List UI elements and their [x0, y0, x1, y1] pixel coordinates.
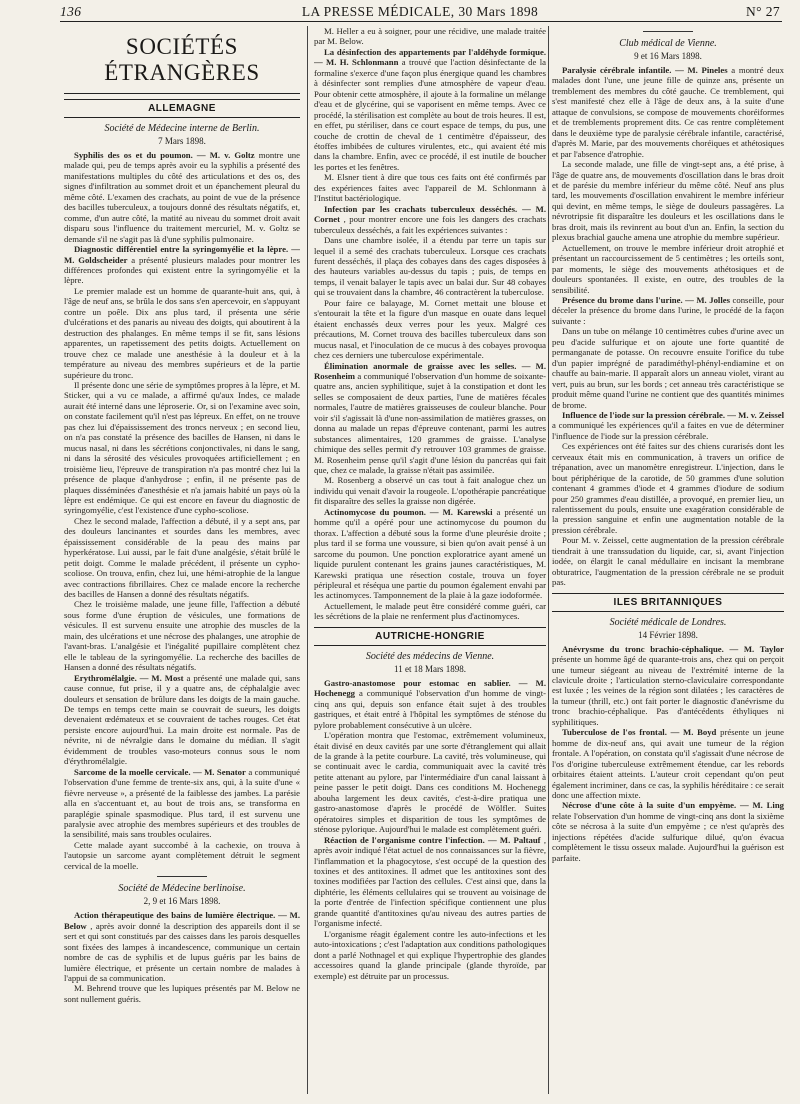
paragraph-heading: Tuberculose de l'os frontal. — M. Boyd	[562, 727, 717, 738]
issue-number: N° 27	[745, 4, 780, 19]
paragraph	[64, 840, 300, 871]
society-name: Société médicale de Londres.	[609, 616, 727, 628]
paragraph-text: a communiqué l'observation d'un homme de soixante-quatre ans, ancien syphilitique, sujet à la constipation et dont les selles se composaient de deux parties, l'une de matières fécales normales, l'autre de matières graisseuses de couleur blanche. Pour voir s'il s'agissait là d'une non-assimilation de matières grasses, on donna au malade un repas d'épreuve contenant, parmi les autres substances alimentaires, 120 grammes de graisse. L'analyse chimique des selles permit d'y retrouver 103 grammes de graisse. M. Rosenheim pense qu'il s'agit d'une lésion du pancréas qui fait que, chez ce malade, la graisse n'était pas assimilée.	[314, 370, 546, 476]
paragraph	[314, 204, 546, 235]
society-name: Club médical de Vienne.	[619, 38, 717, 49]
paragraph-heading: Erythromélalgie. — M. Most	[74, 672, 184, 683]
paragraph-heading: Anévrysme du tronc brachio-céphalique. — M. Taylor	[562, 643, 784, 654]
session-date: 14 Février 1898.	[638, 629, 698, 640]
paragraph-text: Pour M. v. Zeissel, cette augmentation de la pression cérébrale tiendrait à une transsudation du liquide, car, si, avant l'injection iodée, on élargit le canal médullaire en incisant la membrane obturatrice, l'augmentation de la pression cérébrale ne se produit pas.	[552, 535, 784, 588]
paragraph-heading: Paralysie cérébrale infantile. — M. Pineles	[562, 65, 728, 75]
session-date: 9 et 16 Mars 1898.	[634, 51, 702, 61]
country-heading-allemagne: ALLEMAGNE	[64, 99, 300, 118]
paragraph	[552, 65, 784, 159]
paragraph	[552, 441, 784, 535]
paragraph-text: M. Elsner tient à dire que tous ces faits ont été confirmés par des expériences faites avec l'appareil de M. Schlonmann à l'Institut bactériologique.	[314, 172, 546, 204]
section-divider	[643, 31, 693, 32]
session-date: 2, 9 et 16 Mars 1898.	[143, 896, 221, 907]
paragraph-text: Pour faire ce balayage, M. Cornet mettait une blouse et s'entourait la tête et la figure d'un masque en ouate dans lequel étaient enchassés deux verres pour les yeux. Malgré ces précautions, M. Cornet trouva des bacilles tuberculeux dans son mucus nasal, et l'inoculation de ce mucus à des cobayes provoqua chez ces derniers une tuberculose expérimentale.	[314, 297, 546, 361]
paragraph-heading: Syphilis des os et du poumon. — M. v. Goltz	[74, 150, 255, 160]
paragraph-heading: Nécrose d'une côte à la suite d'un empyème. — M. Ling	[562, 800, 784, 811]
paragraph	[552, 326, 784, 410]
paragraph-heading: Diagnostic différentiel entre la syringomyélie et la lèpre. — M. Goldscheider	[64, 244, 300, 265]
paragraph-text: Il présente donc une série de symptômes propres à la lèpre, et M. Sticker, qui a vu ce malade, a affirmé qu'aux Indes, ce malade aurait été interné dans une léproserie. Or, si on l'examine avec soin, on constate facilement qu'il n'est pas lépreux. En effet, on ne trouve pas chez lui d'épaississement des troncs nerveux ; en second lieu, on n'a pas constaté la présence des bacilles de Hansen, ni dans le mucus nasal, ni dans les sécrétions conjonctivales, ni dans le sang, ni dans la sérosité des vésicules provoquées artificiellement ; en troisième lieu, l'épreuve de transpiration n'a pas montré chez lui la présence de plaque d'anhydrose ; enfin, il ne présente pas de plaques disséminées d'anesthésie et n'a jamais habité un pays où la lèpre est endémique. Ce qui est encore en faveur du diagnostic de syringomyélie, c'est l'existence d'une cypho-scoliose.	[64, 379, 300, 516]
title-rule	[64, 93, 300, 94]
paragraph	[64, 910, 300, 983]
paragraph	[64, 767, 300, 840]
header-rule	[60, 21, 782, 22]
paragraph	[314, 929, 546, 981]
paragraph-text: Actuellement, le malade peut être considéré comme guéri, car les sécrétions de la plaie ne renferment plus d'actinomyces.	[314, 600, 546, 622]
paragraph	[314, 172, 546, 203]
paragraph	[314, 26, 546, 47]
paragraph-heading: Présence du brome dans l'urine. — M. Jolles	[562, 294, 730, 305]
session-date: 7 Mars 1898.	[158, 136, 206, 146]
paragraph-text: Dans un tube on mélange 10 centimètres cubes d'urine avec un peu d'acide sulfurique et on ajoute une forte quantité de permanganate de potasse. On recouvre ensuite l'orifice du tube d'un papier imprégné de paradiméthyl-phényl-endiamine et on chauffe au bain-marie. Il apparaît alors un anneau violet, virant au vert, puis au brun, sur les bords ; cet anneau très caractéristique se produit même quand l'urine ne contient que des quantités minimes de brome.	[552, 326, 784, 410]
paragraph-text: a communiqué les expériences qu'il a faites en vue de déterminer l'influence de l'iode sur la pression cérébrale.	[552, 420, 784, 441]
paragraph	[314, 601, 546, 622]
paragraph-text: montre une malade qui, peu de temps après avoir eu la syphilis a présenté des manifestations multiples du côté des articulations et des os, des signes d'infiltration au sommet droit et un épanchement pleural du même côté. L'examen des crachats, au point de vue de la présence des bacilles tuberculeux, a toujours donné des résultats négatifs, et, comme, d'un autre côté, la matité au niveau du sommet droit avait disparu sous l'influence du traitement mercuriel, M. v. Goltz se demande s'il ne s'agit pas là d'une syphilis pulmonaire.	[64, 150, 300, 244]
paragraph-text: Le premier malade est un homme de quarante-huit ans, qui, à l'âge de neuf ans, se brûla le dos sans s'en apercevoir, en s'appuyant contre un poêle. Dix ans plus tard, il présenta une série d'ulcérations et des panaris au niveau des doigts, qui aboutirent à la destruction des phalanges. En même temps il se fit, sans lésions apparentes, un rapetissement des petits doigts. Actuellement on trouve chez ce malade une anesthésie à la douleur et à la température au niveau des membres supérieurs et de la partie supérieure du tronc.	[64, 285, 300, 380]
paragraph-text: , après avoir indiqué l'état actuel de nos connaissances sur la fièvre, l'inflammation et la phagocytose, s'est occupé de la question des toxines et des antitoxines. Il admet que les antitoxines sont des toxines modifiées par l'action des cellules. C'est ainsi que, dans la diphtérie, les éléments cellulaires qui se trouvent au voisinage de la porte d'entrée de l'infection spécifique contiennent une plus grande quantité d'antitoxines qu'au niveau des autres parties de l'organisme infecté.	[314, 834, 546, 929]
paragraph-text: Dans une chambre isolée, il a étendu par terre un tapis sur lequel il a semé des crachats tuberculeux. Lorsque ces crachats furent desséchés, il plaça des cobayes dans des cages disposées à des hauteurs variables au-dessus du tapis ; puis, de temps en temps, il venait balayer le tapis avec un balai dur. Sur 48 cobayes qui se trouvaient dans la chambre, 46 contractèrent la tuberculose.	[314, 235, 546, 298]
paragraph	[314, 507, 546, 601]
paragraph-heading: Gastro-anastomose pour estomac en sablier. — M. Hochenegg	[314, 677, 546, 699]
article-body	[314, 678, 546, 981]
paragraph-text: a trouvé que l'action désinfectante de la formaline s'exerce d'une façon plus énergique quand les chambres à désinfecter sont remplies d'une atmosphère de vapeur d'eau. Pour obtenir cette atmosphère, il ajoute à la formaline un mélange d'eau et de glycérine, qui se vaporisent en même temps. Avec ce procédé, la stérilisation est complète au bout de trois heures. Il est, en effet, pu stériliser, dans ce court espace de temps, du pus, une couche de crottin de cheval de 1 centimètre d'épaisseur, des étoffes imbibées de cultures virulentes, etc., qui avaient été mis dans la chambre. Enfin, avec ce procédé, il est inutile de boucher les portes et les fenêtres.	[314, 57, 546, 172]
paragraph-text: Chez le second malade, l'affection a débuté, il y a sept ans, par des douleurs lancinantes et sourdes dans les membres, avec épaississement considérable de la peau des mains par hyperkératose. Lui aussi, par le fait d'une analgésie, s'était brûlé le petit doigt. Comme le malade précédent, il présente un cypho-scoliose. On trouva, enfin, chez lui, une hémi-atrophie de la langue avec contractions fibrillaires. Chez ce malade encore la recherche des bacilles de Hansen a donné des résultats négatifs.	[64, 515, 300, 600]
paragraph	[552, 727, 784, 800]
paragraph	[64, 516, 300, 600]
section-divider	[157, 876, 207, 877]
paragraph-text: L'organisme réagit également contre les auto-infections et les auto-intoxications ; c'est l'adaptation aux conditions pathologiques dont a parlé Nothnagel et qui explique l'hypertrophie des glandes accessoires quand la glande principale (glande thyroïde, par exemple) est détruite par un processus.	[314, 928, 546, 981]
paragraph-heading: Infection par les crachats tuberculeux desséchés. — M. Cornet	[314, 203, 546, 225]
paragraph-text: a montré deux malades dont l'une, une jeune fille de quinze ans, présente un tremblement des membres du côté gauche. Ce tremblement, qui s'est manifesté chez elle à l'âge de deux ans, à la suite d'une attaque de convulsions, se compose de mouvements choréiformes et de tremblements proprement dits. Ce cas rentre complètement dans le deuxième type de paralysie cérébrale infantile, caractérisé, d'après M. Marie, par des mouvements choréiques et athétosiques et par l'absence d'atrophie.	[552, 65, 784, 159]
paragraph	[552, 159, 784, 243]
paragraph	[552, 800, 784, 863]
session-date: 11 et 18 Mars 1898.	[394, 663, 466, 674]
paragraph-heading: Élimination anormale de graisse avec les selles. — M. Rosenheim	[314, 360, 546, 381]
paragraph-text: Actuellement, on trouve le membre inférieur droit atrophié et présentant un raccourcissement de 5 centimètres ; les orteils sont, par moments, le siège des mouvements athétosiques et de douleurs spontanées. Il existe, en outre, des troubles de la sensibilité.	[552, 242, 784, 295]
paragraph	[64, 599, 300, 672]
paragraph-text: L'opération montra que l'estomac, extrêmement volumineux, était divisé en deux cavités par une sorte d'étranglement qui allait de la grande à la petite courbure. La cavité, très volumineuse, qui se continuait avec le cardia, communiquait avec la cavité très petite attenant au pylore, par l'intermédiaire d'un canal laissant à peine passer le petit doigt. Dans ces conditions M. Hochenegg abouha largement les deux cavités, c'est-à-dire pratiqua une gastro-anastomose d'après le procédé de Wölfler. Suites opératoires simples et disparition de tous les symptômes de sténose pylorique. Aujourd'hui le malade est complètement guéri.	[314, 730, 546, 835]
paragraph-text: , pour montrer encore une fois les dangers des crachats tuberculeux desséchés, a fait les expériences suivantes :	[314, 214, 546, 235]
paragraph-heading: Action thérapeutique des bains de lumière électrique. — M. Below	[64, 910, 300, 931]
society-name: Société de Médecine berlinoise.	[118, 883, 246, 895]
paragraph-text: a présenté une malade qui, sans cause connue, fut prise, il y a quatre ans, de céphalalgie avec douleurs et sensation de brûlure dans les doigts de la main gauche. De temps en temps cette main se couvrait de sueurs, les doigts devenaient œdémateux et se couvraient de taches rouges. Cet état persiste encore aujourd'hui. La main droite est normale. Pas de névrite, ni de névralgie dans le domaine du médian. Il s'agit évidemment de troubles vaso-moteurs connus sous le nom d'érythromélalgie.	[64, 672, 300, 767]
paragraph-heading: La désinfection des appartements par l'aldéhyde formique. — M. H. Schlonmann	[314, 46, 546, 68]
article-body	[64, 150, 300, 871]
paragraph	[314, 361, 546, 476]
paragraph	[64, 380, 300, 516]
column-1	[64, 26, 300, 1100]
paragraph-text: Chez le troisième malade, une jeune fille, l'affection a débuté sous forme d'une éruption de vésicules, une formations de vésicules. Il est survenu ensuite une atrophie des muscles de la main, des ulcérations et une nécrose des phalanges, une atrophie de l'avant-bras. L'analgésie et l'inégalité pupillaire complètent chez elle le tableau de la syringomyélie. La recherche des bacilles de Hansen a donné des résultats négatifs.	[64, 599, 300, 673]
paragraph	[552, 243, 784, 295]
society-name: Société des médecins de Vienne.	[365, 650, 495, 662]
paragraph	[552, 535, 784, 587]
paragraph	[552, 410, 784, 441]
paragraph	[314, 235, 546, 298]
page-number: 136	[60, 4, 82, 19]
paragraph-text: La seconde malade, une fille de vingt-sept ans, a été prise, à l'âge de quatre ans, de mouvements d'oscillation dans le bras droit et de parésie du membre inférieur du même côté. Neuf ans plus tard, les mouvements d'oscillation envahirent le membre inférieur qui devint, en même temps, le siège de douleurs passagères. La névrotripsie fit disparaître les douleurs et les oscillations dans le bras droit, mais ils revinrent au bout d'un an. Enfin, la section du plexus brachial gauche amena une atrophie du membre supérieur.	[552, 159, 784, 243]
paragraph	[314, 730, 546, 835]
paragraph	[64, 286, 300, 380]
paragraph-text: a présenté plusieurs malades pour montrer les différences profondes qui existent entre la syringomyélie et la lèpre.	[64, 254, 300, 286]
paragraph-text: M. Rosenberg a observé un cas tout à fait analogue chez un individu qui venait d'avoir la rougeole. L'opothérapie pancréatique fit disparaître des selles la graisse non digérée.	[314, 475, 546, 507]
paragraph	[552, 644, 784, 728]
article-body	[552, 65, 784, 588]
paragraph-heading: Sarcome de la moelle cervicale. — M. Senator	[74, 766, 246, 777]
paragraph-text: Cette malade ayant succombé à la cachexie, on trouva à l'autopsie un sarcome ayant complètement détruit le segment cervical de la moelle.	[64, 839, 300, 871]
paragraph-text: , après avoir donné la description des appareils dont il se sert et qui sont constitués par des caisses dans les parois desquelles sont fixées des lampes à incandescence, communique un certain nombre de cas de syphilis et de lupus guéris par les bains de lumière électrique, et présente un certain nombre de malades à l'appui de sa communication.	[64, 920, 300, 983]
paragraph	[64, 673, 300, 767]
paragraph	[314, 298, 546, 361]
paragraph-heading: Actinomycose du poumon. — M. Karewski	[324, 506, 493, 517]
column-separator	[548, 26, 549, 1094]
paragraph-text: conseille, pour déceler la présence du brome dans l'urine, le procédé de la façon suivante :	[552, 294, 784, 326]
paragraph	[314, 475, 546, 506]
paragraph-heading: Réaction de l'organisme contre l'infection. — M. Paltauf	[324, 834, 541, 845]
paragraph-text: présente un homme âgé de quarante-trois ans, chez qui on perçoit une tumeur siégeant au niveau de l'extrémité interne de la clavicule droite ; l'articulation sterno-claviculaire correspondante est luxée ; les veines de la région sont dilatées ; les caractères de la tumeur (thrill, etc.) ont fait porter le diagnostic d'anévrisme du tronc brachio-céphalique. Pas d'antécédents éthyliques ni syphilitiques.	[552, 654, 784, 727]
column-2	[314, 26, 546, 1100]
paragraph-text: relate l'observation d'un homme de vingt-cinq ans dont la sixième côte se nécrosa à la suite d'un empyème ; ce n'est qu'après des injections répétées d'acide sulfurique dilué, qu'on évacua complètement le tissu osseux malade. Aujourd'hui la guérison est parfaite.	[552, 810, 784, 863]
running-title: LA PRESSE MÉDICALE, 30 Mars 1898	[301, 4, 539, 19]
article-body	[314, 26, 546, 622]
paragraph-heading: Influence de l'iode sur la pression cérébrale. — M. v. Zeissel	[562, 409, 784, 420]
country-heading-iles: ILES BRITANNIQUES	[552, 593, 784, 612]
paragraph	[314, 47, 546, 172]
paragraph	[64, 244, 300, 286]
paragraph	[314, 835, 546, 929]
paragraph	[552, 295, 784, 326]
section-title: SOCIÉTÉS ÉTRANGÈRES	[104, 34, 260, 85]
paragraph-text: M. Behrend trouve que les lupiques présentés par M. Below ne sont nullement guéris.	[64, 983, 300, 1004]
paragraph	[314, 678, 546, 730]
paragraph-text: Ces expériences ont été faites sur des chiens curarisés dont les cerveaux était mis en communication, à travers un orifice de trépanation, avec un manomètre enregistreur. L'injection, dans le bout périphérique de la carotide, de 50 grammes d'une solution contenant 4 grammes d'iode et 4 grammes d'iodure de sodium pour 250 grammes d'eau distillée, a provoqué, en premier lieu, un ralentissement du pouls, ensuite une exagération considérable de la pression sanguine et enfin une augmentation notable de la pression cérébrale.	[552, 441, 784, 535]
article-body	[552, 644, 784, 864]
column-3	[552, 26, 784, 1100]
paragraph-text: a communiqué l'observation d'un homme de vingt-cinq ans qui, depuis son enfance était sujet à des troubles gastriques, et était entré à l'hôpital les symptômes de sténose du pylore probablement consécutive à un ulcère.	[314, 688, 546, 730]
paragraph-text: M. Heller a eu à soigner, pour une récidive, une malade traitée par M. Below.	[314, 26, 546, 47]
paragraph-text: a présenté un homme qu'il a opéré pour une actinomycose du poumon du thorax. L'affection a débuté sous la forme d'une pleurésie droite ; plus tard il se forma une voussure, si bien qu'on avait pensé à un sarcome du poumon. Une ponction exploratrice ayant amené un liquide purulent contenant les grains jaunes caractéristiques, M. Karewski pratiqua une résection costale, trouva un foyer péripleural et réséqua une partie du poumon également envahi par les actinomyces. Tamponnement de la plaie à la gaze iodoformée.	[314, 506, 546, 601]
society-name: Société de Médecine interne de Berlin.	[104, 123, 260, 134]
column-separator	[307, 26, 308, 1094]
paragraph	[64, 150, 300, 244]
country-heading-autriche: AUTRICHE-HONGRIE	[314, 627, 546, 646]
paragraph	[64, 983, 300, 1004]
paragraph-text: présente un jeune homme de dix-neuf ans, qui avait une tumeur de la région frontale. A l'opération, on constata qu'il s'agissait d'une nécrose de l'os d'origine tuberculeuse extrêmement étendue, car les rebords orbitaires étaient atteints. L'auteur croit cependant qu'on peut également incriminer, dans ce cas, la syphilis héréditaire : ce serait donc une affection mixte.	[552, 727, 784, 800]
article-body	[64, 910, 300, 1004]
paragraph-text: a communiqué l'observation d'une femme de trente-six ans, qui, à la suite d'une « fièvre nerveuse », a présenté de la faiblesse des jambes. La parésie alla en s'accentuant et, au bout de trois ans, se transforma en paraplégie spinale spasmodique. Plus tard, il est survenu une paralysie avec atrophie des membres supérieurs et des troubles de la sensibilité, mais sans troubles oculaires.	[64, 766, 300, 840]
